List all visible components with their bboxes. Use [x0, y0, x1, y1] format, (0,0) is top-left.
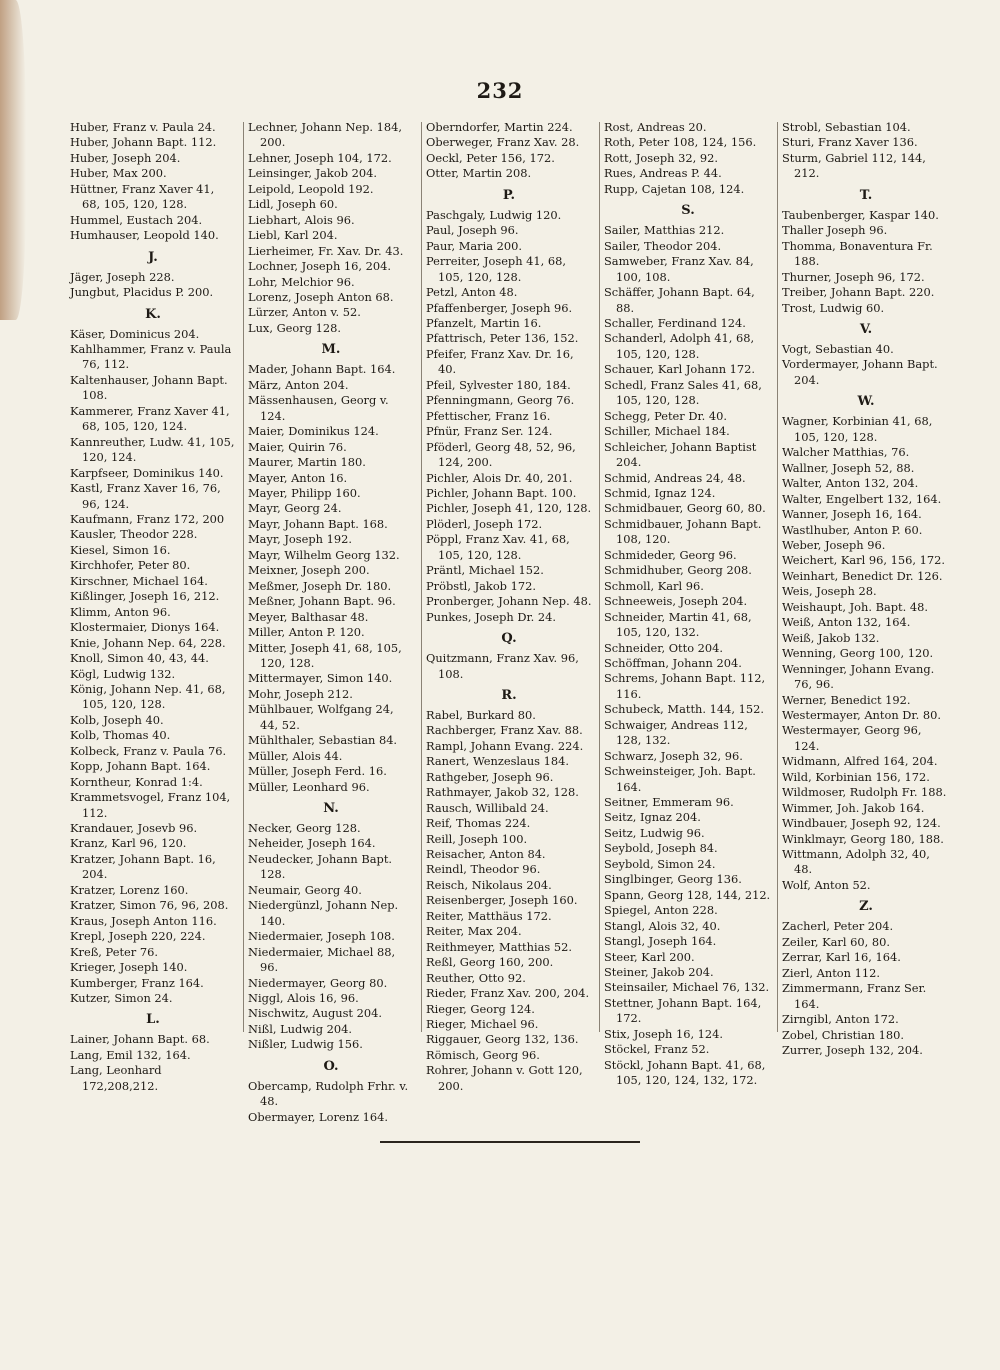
index-entry: Vogt, Sebastian 40. — [782, 341, 894, 356]
index-entry: Kißlinger, Joseph 16, 212. — [70, 589, 220, 604]
index-entry: Schmideder, Georg 96. — [604, 547, 737, 562]
index-entry: Seybold, Joseph 84. — [604, 841, 718, 856]
index-entry: Stangl, Joseph 164. — [604, 934, 717, 949]
index-entry: Rausch, Willibald 24. — [426, 800, 549, 815]
index-entry: Nißler, Ludwig 156. — [248, 1037, 363, 1052]
index-entry: Samweber, Franz Xav. 84, 100, 108. — [604, 254, 754, 284]
index-entry: Plöderl, Joseph 172. — [426, 516, 543, 531]
index-entry: Pföderl, Georg 48, 52, 96, 124, 200. — [426, 439, 576, 470]
index-entry: Nißl, Ludwig 204. — [248, 1021, 352, 1036]
index-entry: Rieger, Georg 124. — [426, 1001, 535, 1016]
index-entry: Perreiter, Joseph 41, 68, 105, 120, 128. — [426, 254, 567, 284]
index-entry: Nischwitz, August 204. — [248, 1006, 382, 1021]
index-entry: Strobl, Sebastian 104. — [782, 120, 911, 134]
index-entry: Wenning, Georg 100, 120. — [782, 646, 934, 661]
index-entry: Lang, Leonhard 172,208,212. — [70, 1063, 162, 1093]
index-entry: Niggl, Alois 16, 96. — [248, 991, 359, 1006]
index-entry: Liebl, Karl 204. — [248, 228, 338, 243]
index-entry: Winklmayr, Georg 180, 188. — [782, 831, 944, 846]
index-entry: Meßner, Johann Bapt. 96. — [248, 594, 396, 609]
index-entry: Kahlhammer, Franz v. Paula 76, 112. — [70, 341, 232, 372]
index-entry: Seitz, Ludwig 96. — [604, 825, 705, 840]
index-entry: Rost, Andreas 20. — [604, 120, 707, 134]
section-letter: T. — [859, 187, 873, 203]
index-entry: Westermayer, Anton Dr. 80. — [782, 707, 941, 722]
index-entry: Paur, Maria 200. — [426, 238, 523, 253]
index-entry: Meyer, Balthasar 48. — [248, 609, 369, 624]
index-entry: Maurer, Martin 180. — [248, 455, 366, 470]
index-entry: Reisenberger, Joseph 160. — [426, 893, 578, 908]
index-entry: Vordermayer, Johann Bapt. 204. — [782, 357, 938, 387]
index-entry: Jäger, Joseph 228. — [70, 269, 175, 284]
index-entry: Knoll, Simon 40, 43, 44. — [70, 651, 209, 666]
index-entry: Schwaiger, Andreas 112, 128, 132. — [604, 717, 748, 748]
index-entry: Schauer, Karl Johann 172. — [604, 362, 756, 377]
section-letter: L. — [146, 1012, 160, 1028]
index-entry: Kratzer, Simon 76, 96, 208. — [70, 898, 229, 913]
index-entry: Petzl, Anton 48. — [426, 285, 518, 300]
section-letter: J. — [148, 249, 158, 265]
index-entry: Schedl, Franz Sales 41, 68, 105, 120, 128. — [604, 377, 762, 408]
index-entry: Weichert, Karl 96, 156, 172. — [782, 553, 945, 568]
index-entry: Klostermaier, Dionys 164. — [70, 620, 220, 635]
index-entry: Rupp, Cajetan 108, 124. — [604, 181, 745, 196]
index-entry: Neumair, Georg 40. — [248, 882, 362, 897]
index-entry: Lierheimer, Fr. Xav. Dr. 43. — [248, 243, 404, 258]
index-entry: Pfenningmann, Georg 76. — [426, 393, 575, 408]
index-entry: Pichler, Joseph 41, 120, 128. — [426, 501, 592, 516]
index-entry: Schneeweis, Joseph 204. — [604, 594, 748, 609]
index-entry: Taubenberger, Kaspar 140. — [782, 207, 939, 222]
index-entry: Pichler, Johann Bapt. 100. — [426, 485, 577, 500]
index-entry: Spann, Georg 128, 144, 212. — [604, 887, 771, 902]
index-entry: Mayer, Philipp 160. — [248, 485, 361, 500]
index-entry: Stöckl, Johann Bapt. 41, 68, 105, 120, 124, 132, 172. — [604, 1057, 766, 1088]
index-entry: Weiß, Anton 132, 164. — [782, 615, 911, 630]
index-entry: Zurrer, Joseph 132, 204. — [782, 1043, 923, 1058]
index-entry: Reßl, Georg 160, 200. — [426, 955, 554, 970]
index-entry: Huber, Franz v. Paula 24. — [70, 120, 216, 134]
index-entry: Windbauer, Joseph 92, 124. — [782, 816, 941, 831]
index-entry: Mitter, Joseph 41, 68, 105, 120, 128. — [248, 640, 402, 670]
index-entry: Lohr, Melchior 96. — [248, 274, 355, 289]
page-number: 232 — [476, 78, 524, 103]
index-entry: Rachberger, Franz Xav. 88. — [426, 723, 583, 738]
section-letter: O. — [323, 1058, 339, 1074]
index-entry: Kranz, Karl 96, 120. — [70, 836, 187, 851]
index-entry: Schanderl, Adolph 41, 68, 105, 120, 128. — [604, 331, 755, 361]
section-letter: Q. — [501, 631, 517, 647]
index-entry: Pfeifer, Franz Xav. Dr. 16, 40. — [426, 346, 574, 377]
index-column-3 — [426, 120, 592, 1094]
index-entry: Reindl, Theodor 96. — [426, 862, 541, 877]
section-letter: W. — [857, 394, 875, 410]
index-entry: Stangl, Alois 32, 40. — [604, 918, 721, 933]
index-entry: Schmidhuber, Georg 208. — [604, 563, 752, 578]
index-entry: Kratzer, Johann Bapt. 16, 204. — [70, 851, 216, 882]
index-entry: Mässenhausen, Georg v. 124. — [248, 393, 389, 423]
index-entry: Rieder, Franz Xav. 200, 204. — [426, 986, 590, 1001]
index-entry: Zierl, Anton 112. — [782, 965, 880, 980]
index-entry: Wagner, Korbinian 41, 68, 105, 120, 128. — [782, 414, 933, 444]
index-entry: Steer, Karl 200. — [604, 949, 695, 964]
index-entry: Wastlhuber, Anton P. 60. — [782, 522, 923, 537]
index-entry: Oberweger, Franz Xav. 28. — [426, 135, 580, 150]
index-entry: Miller, Anton P. 120. — [248, 625, 365, 640]
index-entry: Niedergünzl, Johann Nep. 140. — [248, 898, 399, 928]
index-entry: Maier, Dominikus 124. — [248, 424, 379, 439]
index-entry: Lorenz, Joseph Anton 68. — [248, 289, 394, 304]
index-entry: Lehner, Joseph 104, 172. — [248, 150, 392, 165]
index-entry: Steiner, Jakob 204. — [604, 965, 714, 980]
index-entry: Pfettischer, Franz 16. — [426, 408, 551, 423]
index-entry: Mohr, Joseph 212. — [248, 686, 353, 701]
index-entry: Seitner, Emmeram 96. — [604, 795, 734, 810]
index-entry: Kammerer, Franz Xaver 41, 68, 105, 120, 124. — [70, 403, 230, 434]
index-entry: Kiesel, Simon 16. — [70, 542, 171, 557]
index-entry: Knie, Johann Nep. 64, 228. — [70, 635, 226, 650]
index-entry: Schmid, Andreas 24, 48. — [604, 470, 746, 485]
index-entry: Zimmermann, Franz Ser. 164. — [782, 981, 927, 1011]
index-entry: Quitzmann, Franz Xav. 96, 108. — [426, 651, 579, 681]
index-entry: Schaller, Ferdinand 124. — [604, 315, 746, 330]
index-entry: Humhauser, Leopold 140. — [70, 228, 219, 243]
index-entry: Römisch, Georg 96. — [426, 1047, 540, 1062]
index-entry: Mayr, Wilhelm Georg 132. — [248, 547, 400, 562]
index-entry: Wallner, Joseph 52, 88. — [782, 460, 915, 475]
index-entry: Wolf, Anton 52. — [782, 877, 871, 892]
index-entry: Kaltenhauser, Johann Bapt. 108. — [70, 372, 228, 403]
index-entry: Mittermayer, Simon 140. — [248, 671, 393, 686]
index-entry: Krammetsvogel, Franz 104, 112. — [70, 790, 231, 820]
index-entry: Leinsinger, Jakob 204. — [248, 166, 377, 181]
index-entry: Meixner, Joseph 200. — [248, 563, 370, 578]
index-entry: Schöffman, Johann 204. — [604, 655, 742, 670]
index-entry: Schmidbauer, Johann Bapt. 108, 120. — [604, 516, 762, 547]
index-entry: Weishaupt, Joh. Bapt. 48. — [782, 599, 928, 614]
index-entry: Käser, Dominicus 204. — [70, 326, 200, 341]
index-entry: Reiter, Max 204. — [426, 924, 522, 939]
index-entry: Korntheur, Konrad 1:4. — [70, 774, 203, 789]
index-entry: Klimm, Anton 96. — [70, 604, 171, 619]
end-rule — [380, 1141, 640, 1143]
index-entry: Neheider, Joseph 164. — [248, 836, 376, 851]
index-entry: Rues, Andreas P. 44. — [604, 166, 722, 181]
index-entry: Singlbinger, Georg 136. — [604, 872, 742, 887]
index-entry: Sailer, Theodor 204. — [604, 238, 722, 253]
index-entry: Lidl, Joseph 60. — [248, 197, 338, 212]
section-letter: R. — [501, 687, 517, 703]
index-entry: Mühlthaler, Sebastian 84. — [248, 733, 398, 748]
index-entry: Weber, Joseph 96. — [782, 537, 886, 552]
index-column-5 — [782, 120, 950, 1058]
index-entry: Treiber, Johann Bapt. 220. — [782, 285, 935, 300]
index-entry: Kannreuther, Ludw. 41, 105, 120, 124. — [70, 434, 235, 465]
index-entry: Rathgeber, Joseph 96. — [426, 769, 554, 784]
index-entry: Stettner, Johann Bapt. 164, 172. — [604, 995, 762, 1026]
index-entry: März, Anton 204. — [248, 377, 349, 392]
index-entry: Schmid, Ignaz 124. — [604, 485, 716, 500]
index-entry: Liebhart, Alois 96. — [248, 212, 355, 227]
index-entry: Paul, Joseph 96. — [426, 223, 519, 238]
index-entry: Zobel, Christian 180. — [782, 1027, 905, 1042]
column-divider — [599, 122, 600, 1032]
index-entry: Ranert, Wenzeslaus 184. — [426, 754, 570, 769]
index-entry: Lang, Emil 132, 164. — [70, 1047, 191, 1062]
index-entry: Reisch, Nikolaus 204. — [426, 877, 552, 892]
index-entry: Wildmoser, Rudolph Fr. 188. — [782, 785, 947, 800]
index-entry: Widmann, Alfred 164, 204. — [782, 754, 938, 769]
index-entry: Obercamp, Rudolph Frhr. v. 48. — [248, 1078, 409, 1109]
index-entry: Schubeck, Matth. 144, 152. — [604, 702, 764, 717]
section-letter: S. — [681, 203, 695, 219]
index-entry: Lainer, Johann Bapt. 68. — [70, 1032, 210, 1047]
index-entry: Huber, Joseph 204. — [70, 150, 181, 165]
index-entry: Pöppl, Franz Xav. 41, 68, 105, 120, 128. — [426, 532, 570, 562]
index-entry: Huber, Max 200. — [70, 166, 167, 181]
index-entry: Schmoll, Karl 96. — [604, 578, 704, 593]
index-entry: Thurner, Joseph 96, 172. — [782, 269, 925, 284]
index-entry: Wanner, Joseph 16, 164. — [782, 507, 922, 522]
index-entry: Pronberger, Johann Nep. 48. — [426, 594, 592, 609]
index-entry: Kraus, Joseph Anton 116. — [70, 913, 217, 928]
index-entry: Schiller, Michael 184. — [604, 424, 730, 439]
index-entry: Necker, Georg 128. — [248, 821, 361, 836]
column-divider — [777, 122, 778, 1032]
index-entry: Mayr, Georg 24. — [248, 501, 342, 516]
index-entry: Oeckl, Peter 156, 172. — [426, 150, 555, 165]
index-entry: Seybold, Simon 24. — [604, 856, 716, 871]
index-entry: Kutzer, Simon 24. — [70, 991, 173, 1006]
index-entry: Neudecker, Johann Bapt. 128. — [248, 851, 393, 882]
index-entry: König, Johann Nep. 41, 68, 105, 120, 128. — [70, 681, 226, 712]
index-entry: Huber, Johann Bapt. 112. — [70, 135, 217, 150]
index-entry: Pröbstl, Jakob 172. — [426, 578, 536, 593]
index-entry: Kögl, Ludwig 132. — [70, 666, 176, 681]
index-entry: Kirchhofer, Peter 80. — [70, 558, 191, 573]
index-entry: Walcher Matthias, 76. — [782, 445, 910, 460]
index-entry: Pfanzelt, Martin 16. — [426, 315, 542, 330]
index-entry: Kreß, Peter 76. — [70, 944, 158, 959]
index-entry: Werner, Benedict 192. — [782, 692, 911, 707]
index-entry: Obermayer, Lorenz 164. — [248, 1109, 388, 1124]
index-entry: Zerrar, Karl 16, 164. — [782, 950, 901, 965]
index-entry: Kratzer, Lorenz 160. — [70, 882, 189, 897]
index-entry: Spiegel, Anton 228. — [604, 903, 718, 918]
index-entry: Reif, Thomas 224. — [426, 816, 531, 831]
index-entry: Walter, Anton 132, 204. — [782, 476, 919, 491]
index-entry: Schmidbauer, Georg 60, 80. — [604, 501, 766, 516]
index-entry: Mühlbauer, Wolfgang 24, 44, 52. — [248, 702, 394, 732]
index-entry: Rathmayer, Jakob 32, 128. — [426, 785, 579, 800]
index-entry: Lochner, Joseph 16, 204. — [248, 259, 392, 274]
index-entry: Mayr, Joseph 192. — [248, 532, 352, 547]
index-entry: Seitz, Ignaz 204. — [604, 810, 701, 825]
index-entry: Meßmer, Joseph Dr. 180. — [248, 578, 392, 593]
index-entry: Zirngibl, Anton 172. — [782, 1012, 899, 1027]
index-entry: Schleicher, Johann Baptist 204. — [604, 439, 757, 470]
index-entry: Müller, Leonhard 96. — [248, 779, 370, 794]
index-entry: Hüttner, Franz Xaver 41, 68, 105, 120, 128. — [70, 181, 215, 212]
index-entry: Pfnür, Franz Ser. 124. — [426, 424, 553, 439]
index-entry: Reill, Joseph 100. — [426, 831, 528, 846]
index-entry: Karpfseer, Dominikus 140. — [70, 465, 224, 480]
index-entry: Oberndorfer, Martin 224. — [426, 120, 573, 134]
index-entry: Roth, Peter 108, 124, 156. — [604, 135, 757, 150]
index-entry: Wimmer, Joh. Jakob 164. — [782, 800, 925, 815]
index-entry: Weiß, Jakob 132. — [782, 630, 880, 645]
index-column-2 — [248, 120, 414, 1125]
index-entry: Kolbeck, Franz v. Paula 76. — [70, 743, 227, 758]
index-entry: Trost, Ludwig 60. — [782, 300, 885, 315]
index-entry: Schrems, Johann Bapt. 112, 116. — [604, 671, 766, 701]
section-letter: P. — [502, 187, 516, 203]
index-entry: Schäffer, Johann Bapt. 64, 88. — [604, 285, 755, 315]
index-entry: Thomma, Bonaventura Fr. 188. — [782, 238, 933, 269]
index-entry: Sailer, Matthias 212. — [604, 223, 725, 238]
index-entry: Rieger, Michael 96. — [426, 1017, 539, 1032]
section-letter: V. — [859, 321, 873, 337]
index-entry: Lux, Georg 128. — [248, 320, 341, 335]
index-entry: Mayer, Anton 16. — [248, 470, 348, 485]
index-entry: Maier, Quirin 76. — [248, 439, 347, 454]
index-entry: Kolb, Thomas 40. — [70, 728, 171, 743]
section-letter: K. — [145, 306, 161, 322]
paper-stain — [0, 0, 26, 320]
index-entry: Lürzer, Anton v. 52. — [248, 305, 361, 320]
index-entry: Otter, Martin 208. — [426, 166, 532, 181]
index-entry: Reuther, Otto 92. — [426, 970, 526, 985]
index-entry: Weinhart, Benedict Dr. 126. — [782, 568, 943, 583]
index-entry: Müller, Joseph Ferd. 16. — [248, 764, 387, 779]
index-entry: Stix, Joseph 16, 124. — [604, 1026, 724, 1041]
index-entry: Wild, Korbinian 156, 172. — [782, 769, 930, 784]
index-entry: Stöckel, Franz 52. — [604, 1042, 710, 1057]
index-column-1 — [70, 120, 236, 1094]
index-entry: Zeiler, Karl 60, 80. — [782, 934, 890, 949]
index-entry: Kolb, Joseph 40. — [70, 712, 164, 727]
index-entry: Kopp, Johann Bapt. 164. — [70, 759, 211, 774]
index-entry: Rabel, Burkard 80. — [426, 707, 536, 722]
index-entry: Pfeil, Sylvester 180, 184. — [426, 377, 571, 392]
index-entry: Kastl, Franz Xaver 16, 76, 96, 124. — [70, 481, 221, 511]
index-entry: Kausler, Theodor 228. — [70, 527, 198, 542]
index-entry: Rott, Joseph 32, 92. — [604, 150, 718, 165]
index-entry: Rampl, Johann Evang. 224. — [426, 738, 584, 753]
index-entry: Kirschner, Michael 164. — [70, 573, 208, 588]
index-entry: Krepl, Joseph 220, 224. — [70, 929, 206, 944]
index-entry: Riggauer, Georg 132, 136. — [426, 1032, 579, 1047]
index-entry: Rohrer, Johann v. Gott 120, 200. — [426, 1063, 583, 1093]
index-entry: Paschgaly, Ludwig 120. — [426, 207, 562, 222]
section-letter: N. — [323, 801, 339, 817]
index-entry: Präntl, Michael 152. — [426, 563, 544, 578]
section-letter: M. — [321, 342, 341, 358]
index-entry: Reisacher, Anton 84. — [426, 847, 546, 862]
column-divider — [421, 122, 422, 1032]
index-entry: Thaller Joseph 96. — [782, 223, 888, 238]
index-entry: Sturm, Gabriel 112, 144, 212. — [782, 150, 926, 181]
index-entry: Leipold, Leopold 192. — [248, 181, 374, 196]
index-entry: Reithmeyer, Matthias 52. — [426, 939, 572, 954]
index-entry: Walter, Engelbert 132, 164. — [782, 491, 942, 506]
column-divider — [243, 122, 244, 1032]
index-entry: Reiter, Matthäus 172. — [426, 908, 552, 923]
index-entry: Wenninger, Johann Evang. 76, 96. — [782, 661, 935, 692]
index-entry: Kaufmann, Franz 172, 200 — [70, 511, 225, 526]
index-entry: Westermayer, Georg 96, 124. — [782, 723, 922, 753]
section-letter: Z. — [859, 899, 873, 915]
index-column-4 — [604, 120, 772, 1089]
index-entry: Niedermaier, Joseph 108. — [248, 929, 395, 944]
index-columns — [70, 120, 950, 1124]
index-entry: Pfaffenberger, Joseph 96. — [426, 300, 573, 315]
index-entry: Schneider, Otto 204. — [604, 640, 724, 655]
index-entry: Niedermayer, Georg 80. — [248, 975, 388, 990]
index-entry: Punkes, Joseph Dr. 24. — [426, 609, 557, 624]
index-entry: Schneider, Martin 41, 68, 105, 120, 132. — [604, 609, 752, 640]
index-entry: Schweinsteiger, Joh. Bapt. 164. — [604, 764, 756, 794]
index-entry: Lechner, Johann Nep. 184, 200. — [248, 120, 402, 150]
index-entry: Krieger, Joseph 140. — [70, 960, 188, 975]
index-entry: Schegg, Peter Dr. 40. — [604, 408, 728, 423]
index-entry: Kumberger, Franz 164. — [70, 975, 204, 990]
index-entry: Zacherl, Peter 204. — [782, 919, 894, 934]
index-entry: Schwarz, Joseph 32, 96. — [604, 748, 743, 763]
index-entry: Pichler, Alois Dr. 40, 201. — [426, 470, 573, 485]
index-entry: Mayr, Johann Bapt. 168. — [248, 516, 388, 531]
index-entry: Pfattrisch, Peter 136, 152. — [426, 331, 579, 346]
index-entry: Sturi, Franz Xaver 136. — [782, 135, 918, 150]
index-entry: Hummel, Eustach 204. — [70, 212, 203, 227]
index-entry: Mader, Johann Bapt. 164. — [248, 362, 396, 377]
index-entry: Müller, Alois 44. — [248, 748, 343, 763]
index-entry: Weis, Joseph 28. — [782, 584, 877, 599]
index-entry: Wittmann, Adolph 32, 40, 48. — [782, 847, 930, 877]
index-entry: Jungbut, Placidus P. 200. — [70, 285, 214, 300]
index-entry: Steinsailer, Michael 76, 132. — [604, 980, 770, 995]
index-entry: Krandauer, Josevb 96. — [70, 821, 198, 836]
index-entry: Niedermaier, Michael 88, 96. — [248, 944, 396, 975]
